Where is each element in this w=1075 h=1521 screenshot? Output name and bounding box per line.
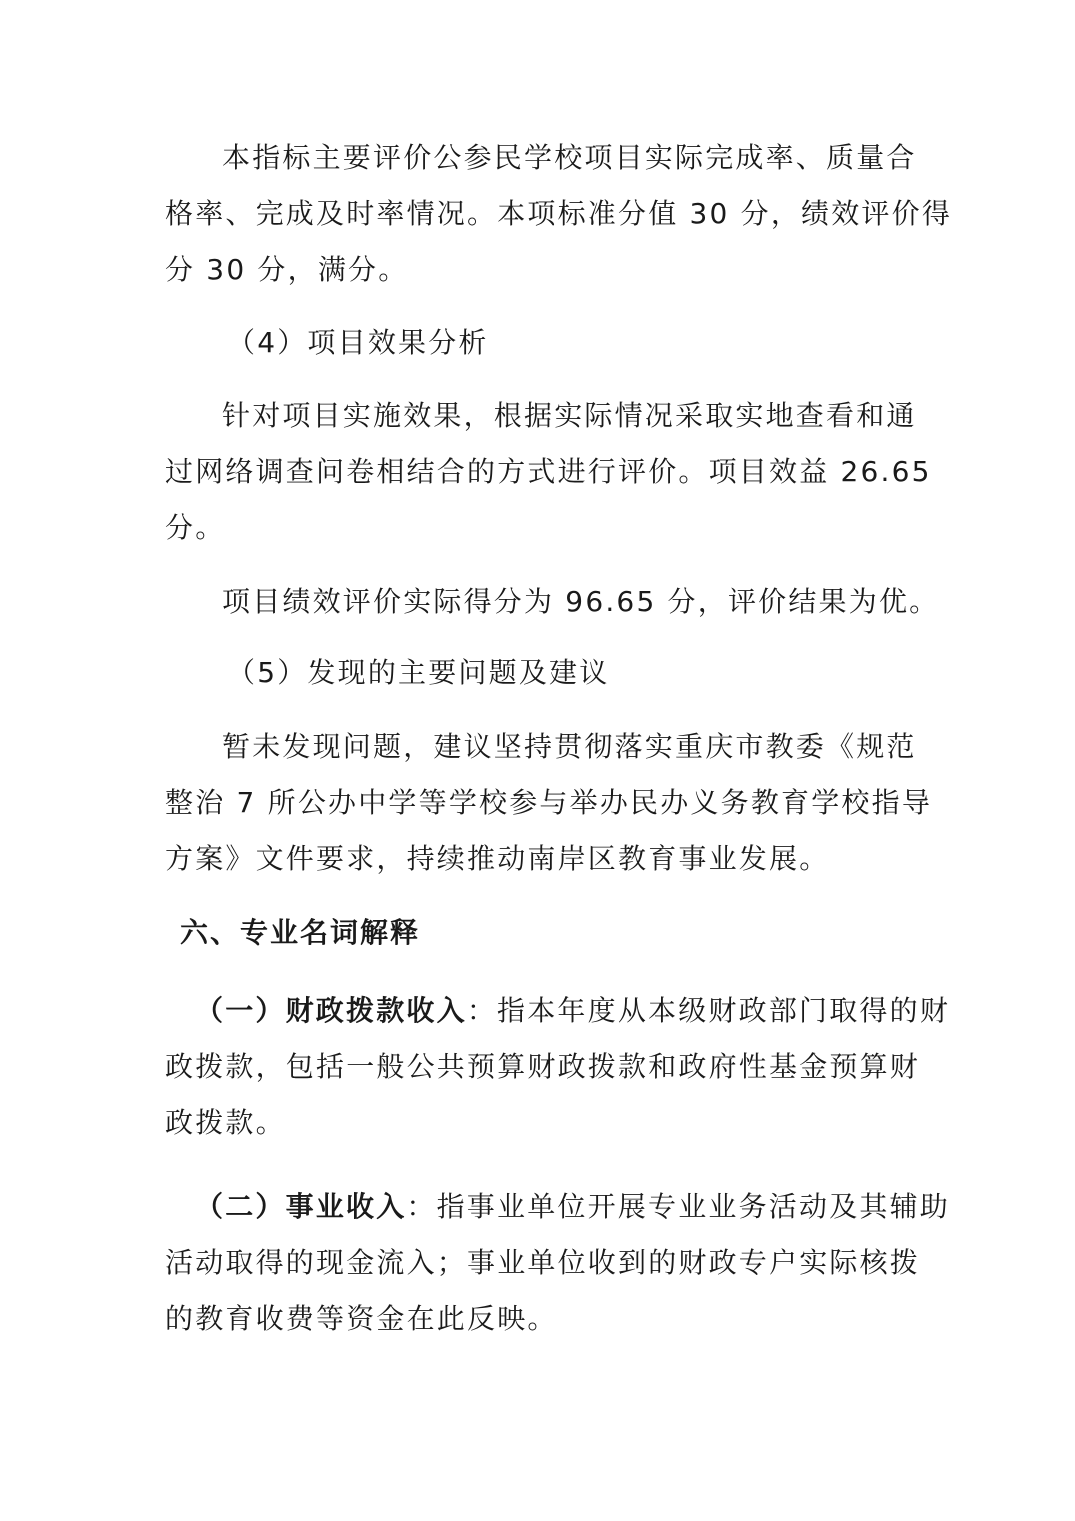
subheading-text: （4）项目效果分析 (227, 326, 489, 359)
subheading-problems-suggestions (165, 645, 905, 701)
paragraph-line: 活动取得的现金流入；事业单位收到的财政专户实际核拨 (165, 1246, 921, 1279)
subheading-effect-analysis (165, 315, 905, 371)
paragraph-line: 整治 7 所公办中学等学校参与举办民办义务教育学校指导 (165, 786, 933, 819)
paragraph-suggestions (165, 719, 933, 887)
paragraph-line: 的教育收费等资金在此反映。 (165, 1302, 558, 1335)
term-definition: ：指事业单位开展专业业务活动及其辅助 (406, 1190, 951, 1223)
paragraph-line: 格率、完成及时率情况。本项标准分值 30 分，绩效评价得 (165, 197, 953, 230)
paragraph-effect (165, 388, 932, 556)
paragraph-line: 分。 (165, 511, 226, 544)
term-first-line (165, 983, 951, 1039)
paragraph-line: 政拨款。 (165, 1106, 286, 1139)
term-business-income (165, 1179, 951, 1347)
paragraph-line: 政拨款，包括一般公共预算财政拨款和政府性基金预算财 (165, 1050, 921, 1083)
paragraph-line: 针对项目实施效果，根据实际情况采取实地查看和通 (222, 399, 917, 432)
paragraph-line: 方案》文件要求，持续推动南岸区教育事业发展。 (165, 842, 830, 875)
term-fiscal-appropriation (165, 983, 951, 1151)
section-heading: 六、专业名词解释 (180, 916, 421, 949)
paragraph-total-score (165, 574, 940, 630)
paragraph-line: 暂未发现问题，建议坚持贯彻落实重庆市教委《规范 (222, 730, 917, 763)
paragraph-line: 分 30 分，满分。 (165, 253, 409, 286)
term-label: （一）财政拨款收入 (195, 994, 467, 1027)
paragraph-line: 本指标主要评价公参民学校项目实际完成率、质量合 (222, 141, 917, 174)
subheading-text: （5）发现的主要问题及建议 (227, 656, 610, 689)
term-definition: ：指本年度从本级财政部门取得的财 (466, 994, 951, 1027)
paragraph-line: 过网络调查问卷相结合的方式进行评价。项目效益 26.65 (165, 455, 932, 488)
term-first-line (165, 1179, 951, 1235)
paragraph-line: 项目绩效评价实际得分为 96.65 分，评价结果为优。 (222, 585, 940, 618)
term-label: （二）事业收入 (195, 1190, 407, 1223)
paragraph-completion-rate (165, 130, 953, 298)
